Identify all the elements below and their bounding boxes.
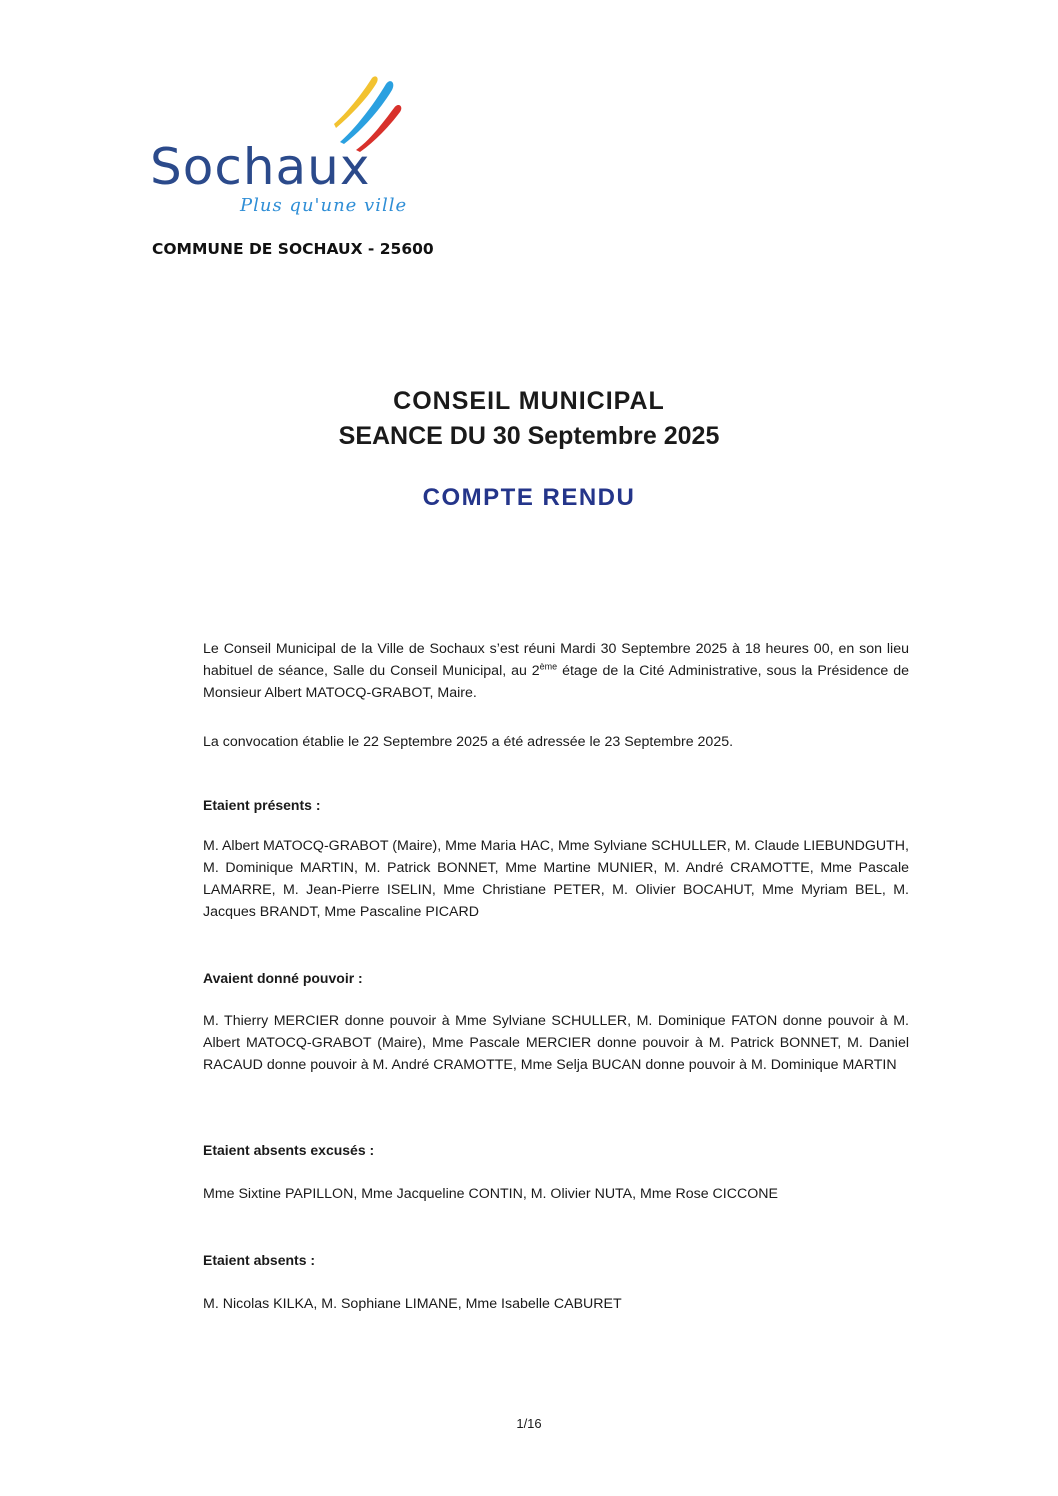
logo-tagline: Plus qu'une ville bbox=[240, 195, 408, 216]
intro-text-start: Le Conseil Municipal de la Ville de Sochaux s’est réuni Mardi 30 Septembre 2025 à 18 heures 00, en son lieu habituel de séance, Salle du Conseil Municipal, au 2 bbox=[203, 641, 909, 679]
heading-absents: Etaient absents : bbox=[203, 1252, 316, 1268]
commune-heading: COMMUNE DE SOCHAUX - 25600 bbox=[152, 240, 434, 258]
heading-excuses: Etaient absents excusés : bbox=[203, 1142, 375, 1158]
intro-text-end: étage de la Cité Administrative, sous la Présidence de Monsieur Albert MATOCQ-GRABOT, Maire. bbox=[203, 663, 909, 701]
heading-presents: Etaient présents : bbox=[203, 797, 321, 813]
title-seance: SEANCE DU 30 Septembre 2025 bbox=[338, 422, 720, 450]
absents-list: M. Nicolas KILKA, M. Sophiane LIMANE, Mme Isabelle CABURET bbox=[203, 1296, 622, 1312]
heading-pouvoirs: Avaient donné pouvoir : bbox=[203, 970, 363, 986]
page-number: 1/16 bbox=[516, 1416, 542, 1431]
title-conseil: CONSEIL MUNICIPAL bbox=[393, 387, 665, 415]
intro-paragraph bbox=[203, 638, 909, 704]
presents-list: M. Albert MATOCQ-GRABOT (Maire), Mme Maria HAC, Mme Sylviane SCHULLER, M. Claude LIEBUNDGUTH, M. Dominique MARTIN, M. Patrick BONNET, Mme Martine MUNIER, M. André CRAMOTTE, Mme Pascale LAMARRE, M. Jean-Pierre ISELIN, Mme Christiane PETER, M. Olivier BOCAHUT, Mme Myriam BEL, M. Jacques BRANDT, Mme Pascaline PICARD bbox=[203, 838, 909, 920]
title-compte-rendu: COMPTE RENDU bbox=[422, 484, 636, 511]
logo-wordmark: Sochaux bbox=[150, 138, 371, 196]
intro-superscript: ème bbox=[539, 661, 558, 672]
pouvoirs-list: M. Thierry MERCIER donne pouvoir à Mme Sylviane SCHULLER, M. Dominique FATON donne pouvoir à M. Albert MATOCQ-GRABOT (Maire), Mme Pascale MERCIER donne pouvoir à M. Patrick BONNET, M. Daniel RACAUD donne pouvoir à M. André CRAMOTTE, Mme Selja BUCAN donne pouvoir à M. Dominique MARTIN bbox=[203, 1013, 909, 1073]
excuses-list: Mme Sixtine PAPILLON, Mme Jacqueline CONTIN, M. Olivier NUTA, Mme Rose CICCONE bbox=[203, 1186, 778, 1202]
sochaux-logo bbox=[148, 72, 438, 222]
convocation-paragraph: La convocation établie le 22 Septembre 2025 a été adressée le 23 Septembre 2025. bbox=[203, 734, 734, 750]
